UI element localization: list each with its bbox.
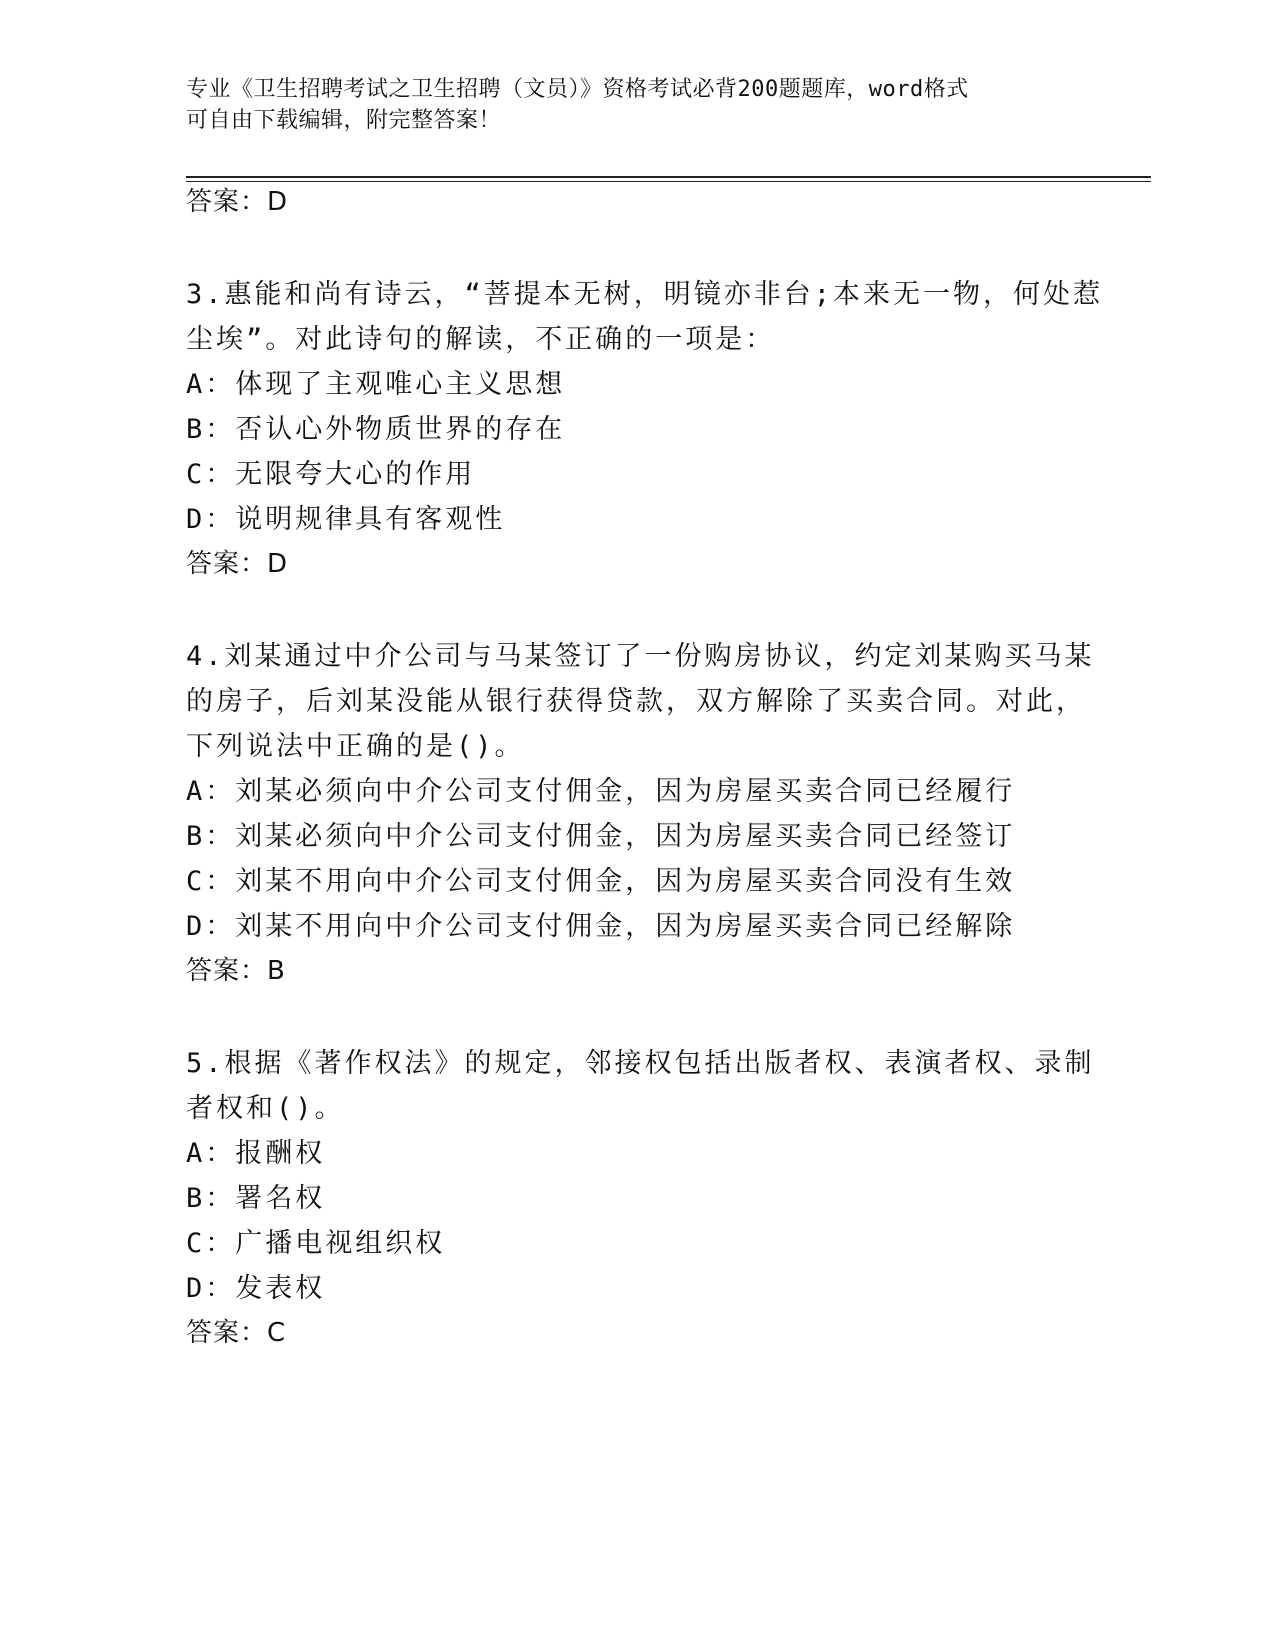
question-stem: 尘埃”。对此诗句的解读，不正确的一项是： xyxy=(186,324,776,355)
question-gap xyxy=(186,225,1086,272)
answer-line: 答案：D xyxy=(186,187,289,217)
option-c: C：广播电视组织权 xyxy=(186,1228,446,1259)
question-block xyxy=(186,634,1095,994)
question-list xyxy=(186,180,1104,1356)
question-stem: 者权和()。 xyxy=(186,1093,345,1124)
question-block xyxy=(186,272,1104,587)
option-d: D：发表权 xyxy=(186,1273,326,1304)
option-b: B：刘某必须向中介公司支付佣金，因为房屋买卖合同已经签订 xyxy=(186,821,1016,852)
document-header xyxy=(186,74,1066,136)
question-stem: 5.根据《著作权法》的规定，邻接权包括出版者权、表演者权、录制 xyxy=(186,1048,1095,1079)
question-stem: 下列说法中正确的是()。 xyxy=(186,731,525,762)
option-d: D：刘某不用向中介公司支付佣金，因为房屋买卖合同已经解除 xyxy=(186,911,1016,942)
header-line-2: 可自由下载编辑，附完整答案！ xyxy=(186,108,502,133)
answer-line: 答案：B xyxy=(186,956,286,986)
question-stem: 4.刘某通过中介公司与马某签订了一份购房协议，约定刘某购买马某 xyxy=(186,641,1095,672)
option-a: A：刘某必须向中介公司支付佣金，因为房屋买卖合同已经履行 xyxy=(186,776,1016,807)
question-gap xyxy=(186,994,1086,1041)
option-c: C：无限夸大心的作用 xyxy=(186,459,476,490)
option-a: A：体现了主观唯心主义思想 xyxy=(186,369,566,400)
question-stem: 3.惠能和尚有诗云，“菩提本无树，明镜亦非台;本来无一物，何处惹 xyxy=(186,279,1104,310)
question-gap xyxy=(186,587,1086,634)
option-c: C：刘某不用向中介公司支付佣金，因为房屋买卖合同没有生效 xyxy=(186,866,1016,897)
question-block xyxy=(186,1041,1095,1356)
option-b: B：否认心外物质世界的存在 xyxy=(186,414,566,445)
option-a: A：报酬权 xyxy=(186,1138,326,1169)
header-line-1: 专业《卫生招聘考试之卫生招聘（文员）》资格考试必背200题题库，word格式 xyxy=(186,77,969,102)
answer-line: 答案：D xyxy=(186,549,289,579)
question-stem: 的房子，后刘某没能从银行获得贷款，双方解除了买卖合同。对此， xyxy=(186,686,1086,717)
header-divider-thick xyxy=(186,176,1151,178)
option-d: D：说明规律具有客观性 xyxy=(186,504,506,535)
option-b: B：署名权 xyxy=(186,1183,326,1214)
answer-line: 答案：C xyxy=(186,1318,287,1348)
